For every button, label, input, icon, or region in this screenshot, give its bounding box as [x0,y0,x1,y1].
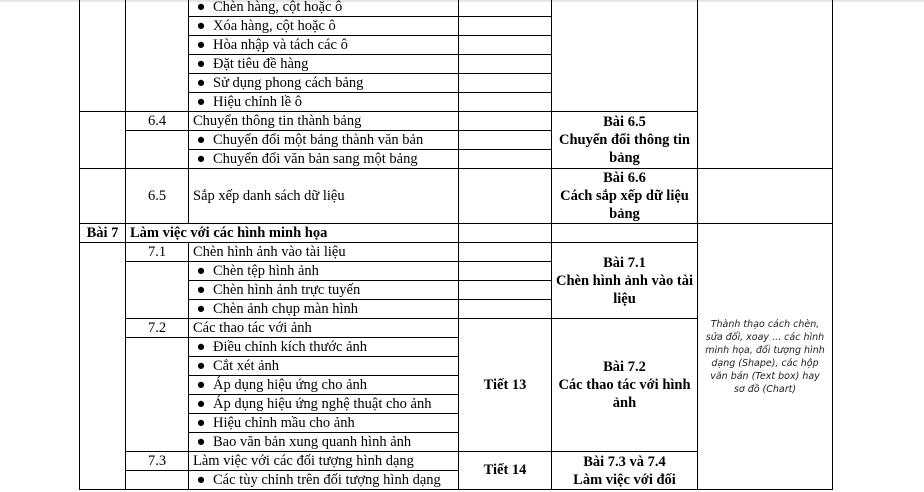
lesson-7-3-7-4: Bài 7.3 và 7.4 Làm việc với đối [552,452,698,490]
table-row: ● Đặt tiêu đề hàng [80,55,833,74]
bullet-icon: ● [196,55,206,72]
table-row: ● Chèn tệp hình ảnh [80,262,833,281]
learning-outcome-note: Thành thạo cách chèn, sửa đổi, xoay ... các hình minh họa, đối tượng hình dạng (Shape), các hộp văn bản (Text box) hay sơ đồ (Chart) [698,224,833,490]
table-row: 6.4 Chuyển thông tin thành bảng Bài 6.5 Chuyển đổi thông tin bảng [80,112,833,131]
bullet-icon: ● [196,414,206,431]
lesson-7-1: Bài 7.1 Chèn hình ảnh vào tài liệu [552,243,698,319]
lesson-6-6: Bài 6.6 Cách sắp xếp dữ liệu bảng [552,169,698,224]
bullet-icon: ● [196,281,206,298]
table-row: ● Cắt xét ảnh [80,357,833,376]
table-row: ● Áp dụng hiệu ứng nghệ thuật cho ảnh [80,395,833,414]
table-row: ● Xóa hàng, cột hoặc ô [80,17,833,36]
table-row: ● Hiệu chỉnh mầu cho ảnh [80,414,833,433]
bullet-icon: ● [196,150,206,167]
bullet-icon: ● [196,36,206,53]
bullet-icon: ● [196,262,206,279]
bullet-icon: ● [196,131,206,148]
bullet-icon: ● [196,357,206,374]
syllabus-table [79,0,833,490]
bullet-icon: ● [196,74,206,91]
table-row: ● Áp dụng hiệu ứng cho ảnh [80,376,833,395]
period-14: Tiết 14 [459,452,552,490]
table-row: ● Chuyển đổi văn bản sang một bảng [80,150,833,169]
bullet-icon: ● [196,433,206,450]
bullet-icon: ● [196,0,206,15]
bullet-icon: ● [196,471,206,488]
table-row: ● Sử dụng phong cách bảng [80,74,833,93]
table-row: ● Chuyển đổi một bảng thành văn bản [80,131,833,150]
bullet-icon: ● [196,376,206,393]
table-row: 6.5 Sắp xếp danh sách dữ liệu Bài 6.6 Cách sắp xếp dữ liệu bảng [80,169,833,224]
table-row: ● Hiệu chỉnh lề ô [80,93,833,112]
bullet-icon: ● [196,93,206,110]
table-row: ● Điều chỉnh kích thước ảnh [80,338,833,357]
period-13: Tiết 13 [459,319,552,452]
table-row: 7.1 Chèn hình ảnh vào tài liệu Bài 7.1 Chèn hình ảnh vào tài liệu [80,243,833,262]
table-row: ● Bao văn bản xung quanh hình ảnh [80,433,833,452]
bullet-icon: ● [196,395,206,412]
table-row: ● Chèn hàng, cột hoặc ô [80,0,833,17]
table-row: ● Chèn ảnh chụp màn hình [80,300,833,319]
table-row: 7.2 Các thao tác với ảnh Tiết 13 Bài 7.2 Các thao tác với hình ảnh [80,319,833,338]
document-page [0,2,924,492]
table-row: Bài 7 Làm việc với các hình minh họa Thành thạo cách chèn, sửa đổi, xoay ... các hình minh họa, đối tượng hình dạng (Shape), các hộp văn bản (Text box) hay sơ đồ (Chart) [80,224,833,243]
table-row: ● Hòa nhập và tách các ô [80,36,833,55]
lesson-6-5: Bài 6.5 Chuyển đổi thông tin bảng [552,112,698,169]
lesson-7-2: Bài 7.2 Các thao tác với hình ảnh [552,319,698,452]
table-row: 7.3 Làm việc với các đối tượng hình dạng Tiết 14 Bài 7.3 và 7.4 Làm việc với đối [80,452,833,471]
bullet-icon: ● [196,17,206,34]
table-row: ● Các tùy chỉnh trên đối tượng hình dạng [80,471,833,490]
bullet-icon: ● [196,338,206,355]
table-row: ● Chèn hình ảnh trực tuyến [80,281,833,300]
bullet-icon: ● [196,300,206,317]
